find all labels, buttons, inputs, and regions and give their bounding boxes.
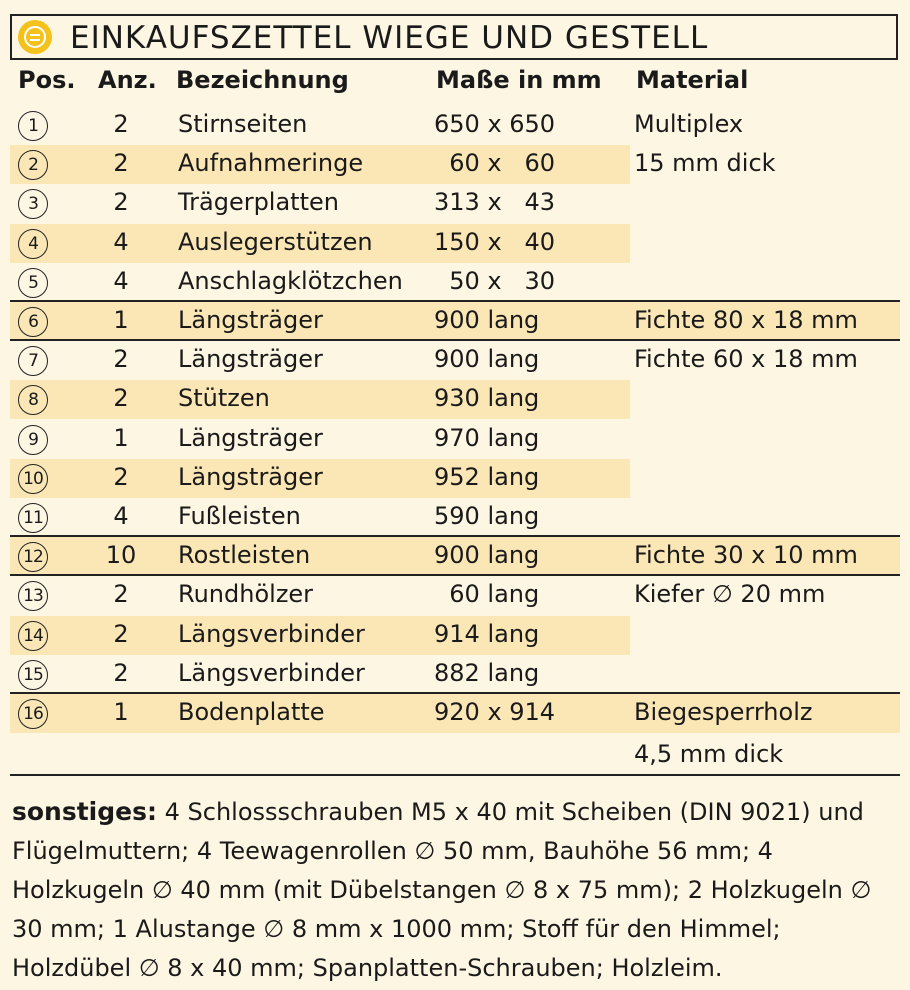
other-text: 4 Schlossschrauben M5 x 40 mit Scheiben (DIN 9021) und Flügelmuttern; 4 Teewagenrollen ∅ 50 mm, Bauhöhe 56 mm; 4 Holzkugeln ∅ 40 mm (mit Dübelstangen ∅ 8 x 75 mm); 2 Holzkugeln ∅ 30 mm; 1 Alustange ∅ 8 mm x 1000 mm; Stoff für den Himmel; Holzdübel ∅ 8 x 40 mm; Spanplatten-Schrauben; Holzleim.	[12, 798, 872, 982]
cell-pos: 15	[18, 660, 48, 690]
cell-anz: 10	[105, 541, 137, 570]
cell-mat: Biegesperrholz	[634, 698, 813, 726]
cell-bez: Bodenplatte	[178, 698, 325, 726]
cell-anz: 1	[113, 306, 129, 334]
page-title: EINKAUFSZETTEL WIEGE UND GESTELL	[70, 20, 709, 56]
cell-bez: Längsträger	[178, 462, 323, 491]
cell-mas: 900 lang	[434, 306, 540, 334]
cell-pos: 2	[18, 150, 48, 180]
cell-bez: Längsträger	[178, 345, 323, 374]
cell-pos: 16	[18, 699, 48, 729]
cell-anz: 2	[113, 149, 129, 178]
section-divider	[10, 774, 900, 776]
cell-anz: 1	[113, 423, 129, 452]
header-bez: Bezeichnung	[176, 66, 349, 94]
cell-mat: Kiefer ∅ 20 mm	[634, 580, 826, 609]
table-row	[10, 380, 910, 419]
cell-pos: 4	[18, 229, 48, 259]
cell-bez: Längsträger	[178, 423, 323, 452]
cell-pos: 10	[18, 464, 48, 494]
cell-bez: Trägerplatten	[178, 188, 339, 217]
cell-mas: 970 lang	[434, 423, 540, 452]
cell-bez: Längsverbinder	[178, 619, 365, 648]
cell-bez: Rostleisten	[178, 541, 311, 570]
cell-mas: 952 lang	[434, 462, 540, 491]
cell-pos: 11	[18, 503, 48, 533]
cell-pos: 9	[18, 425, 48, 455]
cell-anz: 2	[113, 188, 129, 217]
table-row	[10, 420, 910, 459]
cell-pos: 12	[18, 542, 48, 572]
cell-mas: 930 lang	[434, 384, 540, 413]
title-bar	[10, 14, 898, 60]
cell-mat: Fichte 80 x 18 mm	[634, 306, 858, 334]
table-row	[10, 537, 910, 576]
header-pos: Pos.	[18, 66, 76, 94]
header-mas: Maße in mm	[436, 66, 602, 94]
table-row	[10, 106, 910, 145]
table-row	[10, 302, 910, 341]
cell-mas: 60 x 60	[434, 149, 556, 178]
cell-mas: 590 lang	[434, 502, 540, 530]
cell-bez: Rundhölzer	[178, 580, 314, 609]
cell-bez: Stirnseiten	[178, 110, 308, 138]
header-anz: Anz.	[98, 66, 157, 94]
cell-anz: 1	[113, 698, 129, 726]
cell-pos: 3	[18, 189, 48, 219]
table-row	[10, 498, 910, 537]
cell-mas: 60 lang	[434, 580, 540, 609]
table-row	[10, 459, 910, 498]
cell-mas: 150 x 40	[434, 227, 556, 256]
header-mat: Material	[636, 66, 749, 94]
cell-anz: 2	[113, 110, 129, 138]
table-row	[10, 224, 910, 263]
cell-pos: 14	[18, 621, 48, 651]
cell-mas: 313 x 43	[434, 188, 556, 217]
cell-bez: Fußleisten	[178, 502, 301, 530]
table-row	[10, 694, 910, 733]
cell-bez: Längsverbinder	[178, 658, 365, 687]
cell-anz: 2	[113, 658, 129, 687]
table-row	[10, 616, 910, 655]
cell-bez: Anschlagklötzchen	[178, 266, 403, 295]
cell-anz: 2	[113, 384, 129, 413]
cell-mas: 882 lang	[434, 658, 540, 687]
cell-mat: Fichte 30 x 10 mm	[634, 541, 858, 570]
cell-pos: 13	[18, 581, 48, 611]
cell-anz: 2	[113, 619, 129, 648]
cell-bez: Auslegerstützen	[178, 227, 373, 256]
cell-anz: 2	[113, 462, 129, 491]
cell-anz: 2	[113, 580, 129, 609]
cell-mas: 650 x 650	[434, 110, 556, 138]
table-row	[10, 655, 910, 694]
cell-mat: Multiplex	[634, 110, 744, 138]
cell-pos: 5	[18, 268, 48, 298]
table-row	[10, 341, 910, 380]
cell-anz: 2	[113, 345, 129, 374]
cell-bez: Längsträger	[178, 306, 323, 334]
cell-mat: Fichte 60 x 18 mm	[634, 345, 858, 374]
table-row	[10, 145, 910, 184]
table-row	[10, 576, 910, 615]
cell-mas: 920 x 914	[434, 698, 556, 726]
cell-mas: 50 x 30	[434, 266, 556, 295]
cell-anz: 4	[113, 227, 129, 256]
cell-bez: Aufnahmeringe	[178, 149, 364, 178]
other-label: sonstiges:	[12, 797, 157, 826]
table-row	[10, 263, 910, 302]
row16-extra: 4,5 mm dick	[634, 740, 784, 768]
cell-pos: 7	[18, 346, 48, 376]
cell-mat: 15 mm dick	[634, 149, 776, 178]
list-icon	[18, 20, 52, 54]
cell-pos: 6	[18, 307, 48, 337]
cell-mas: 900 lang	[434, 345, 540, 374]
cell-anz: 4	[113, 266, 129, 295]
cell-mas: 914 lang	[434, 619, 540, 648]
cell-anz: 4	[113, 502, 129, 530]
other-items	[12, 792, 898, 988]
cell-bez: Stützen	[178, 384, 270, 413]
cell-pos: 8	[18, 385, 48, 415]
cell-pos: 1	[18, 111, 48, 141]
table-row	[10, 184, 910, 223]
cell-mas: 900 lang	[434, 541, 540, 570]
